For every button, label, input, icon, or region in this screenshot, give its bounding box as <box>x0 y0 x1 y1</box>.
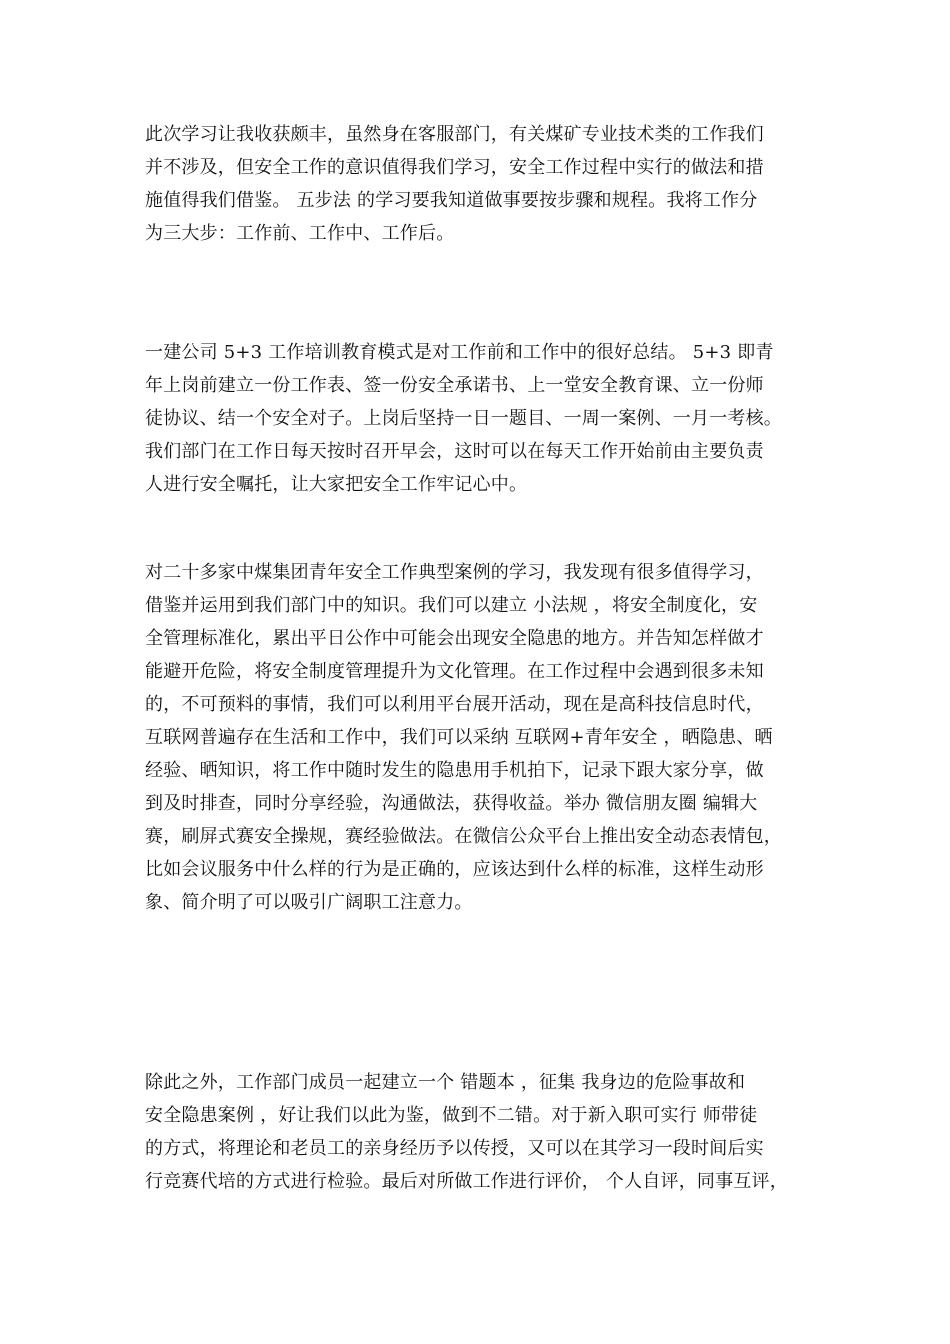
text-line: 安全隐患案例 ，好让我们以此为鉴，做到不二错。对于新入职可实行 师带徒 <box>145 1105 758 1126</box>
text-line: 的，不可预料的事情，我们可以利用平台展开活动，现在是高科技信息时代， <box>145 694 764 715</box>
text-line: 到及时排查，同时分享经验，沟通做法，获得收益。举办 微信朋友圈 编辑大 <box>145 793 758 814</box>
text-line: 并不涉及，但安全工作的意识值得我们学习，安全工作过程中实行的做法和措 <box>145 157 764 178</box>
text-line: 赛，刷屏式赛安全操规，赛经验做法。在微信公众平台上推出安全动态表情包， <box>145 826 782 847</box>
text-line: 此次学习让我收获颇丰，虽然身在客服部门，有关煤矿专业技术类的工作我们 <box>145 124 764 145</box>
text-line: 的方式，将理论和老员工的亲身经历予以传授，又可以在其学习一段时间后实 <box>145 1138 764 1159</box>
text-line: 象、简介明了可以吸引广阔职工注意力。 <box>145 892 473 913</box>
text-line: 全管理标准化，累出平日公作中可能会出现安全隐患的地方。并告知怎样做才 <box>145 628 764 649</box>
paragraph-training-model <box>145 336 825 501</box>
paragraph-case-study <box>145 556 825 919</box>
text-line: 互联网普遍存在生活和工作中，我们可以采纳 互联网+青年安全 ，晒隐患、晒 <box>145 727 773 748</box>
text-line: 为三大步：工作前、工作中、工作后。 <box>145 223 455 244</box>
paragraph-five-step-method <box>145 118 825 250</box>
text-line: 我们部门在工作日每天按时召开早会，这时可以在每天工作开始前由主要负责 <box>145 441 764 462</box>
text-line: 能避开危险，将安全制度管理提升为文化管理。在工作过程中会遇到很多未知 <box>145 661 764 682</box>
text-line: 经验、晒知识，将工作中随时发生的隐患用手机拍下，记录下跟大家分享，做 <box>145 760 764 781</box>
text-line: 施值得我们借鉴。 五步法 的学习要我知道做事要按步骤和规程。我将工作分 <box>145 190 758 211</box>
text-line: 借鉴并运用到我们部门中的知识。我们可以建立 小法规 ，将安全制度化，安 <box>145 595 758 616</box>
text-line: 除此之外，工作部门成员一起建立一个 错题本 ，征集 我身边的危险事故和 <box>145 1072 746 1093</box>
paragraph-error-notebook <box>145 1066 825 1198</box>
text-line: 徒协议、结一个安全对子。上岗后坚持一日一题目、一周一案例、一月一考核。 <box>145 408 782 429</box>
text-line: 对二十多家中煤集团青年安全工作典型案例的学习，我发现有很多值得学习， <box>145 562 764 583</box>
text-line: 年上岗前建立一份工作表、签一份安全承诺书、上一堂安全教育课、立一份师 <box>145 375 764 396</box>
text-line: 行竞赛代培的方式进行检验。最后对所做工作进行评价， 个人自评，同事互评， <box>145 1171 788 1192</box>
text-line: 比如会议服务中什么样的行为是正确的，应该达到什么样的标准，这样生动形 <box>145 859 764 880</box>
text-line: 一建公司 5+3 工作培训教育模式是对工作前和工作中的很好总结。 5+3 即青 <box>145 342 774 363</box>
text-line: 人进行安全嘱托，让大家把安全工作牢记心中。 <box>145 474 528 495</box>
